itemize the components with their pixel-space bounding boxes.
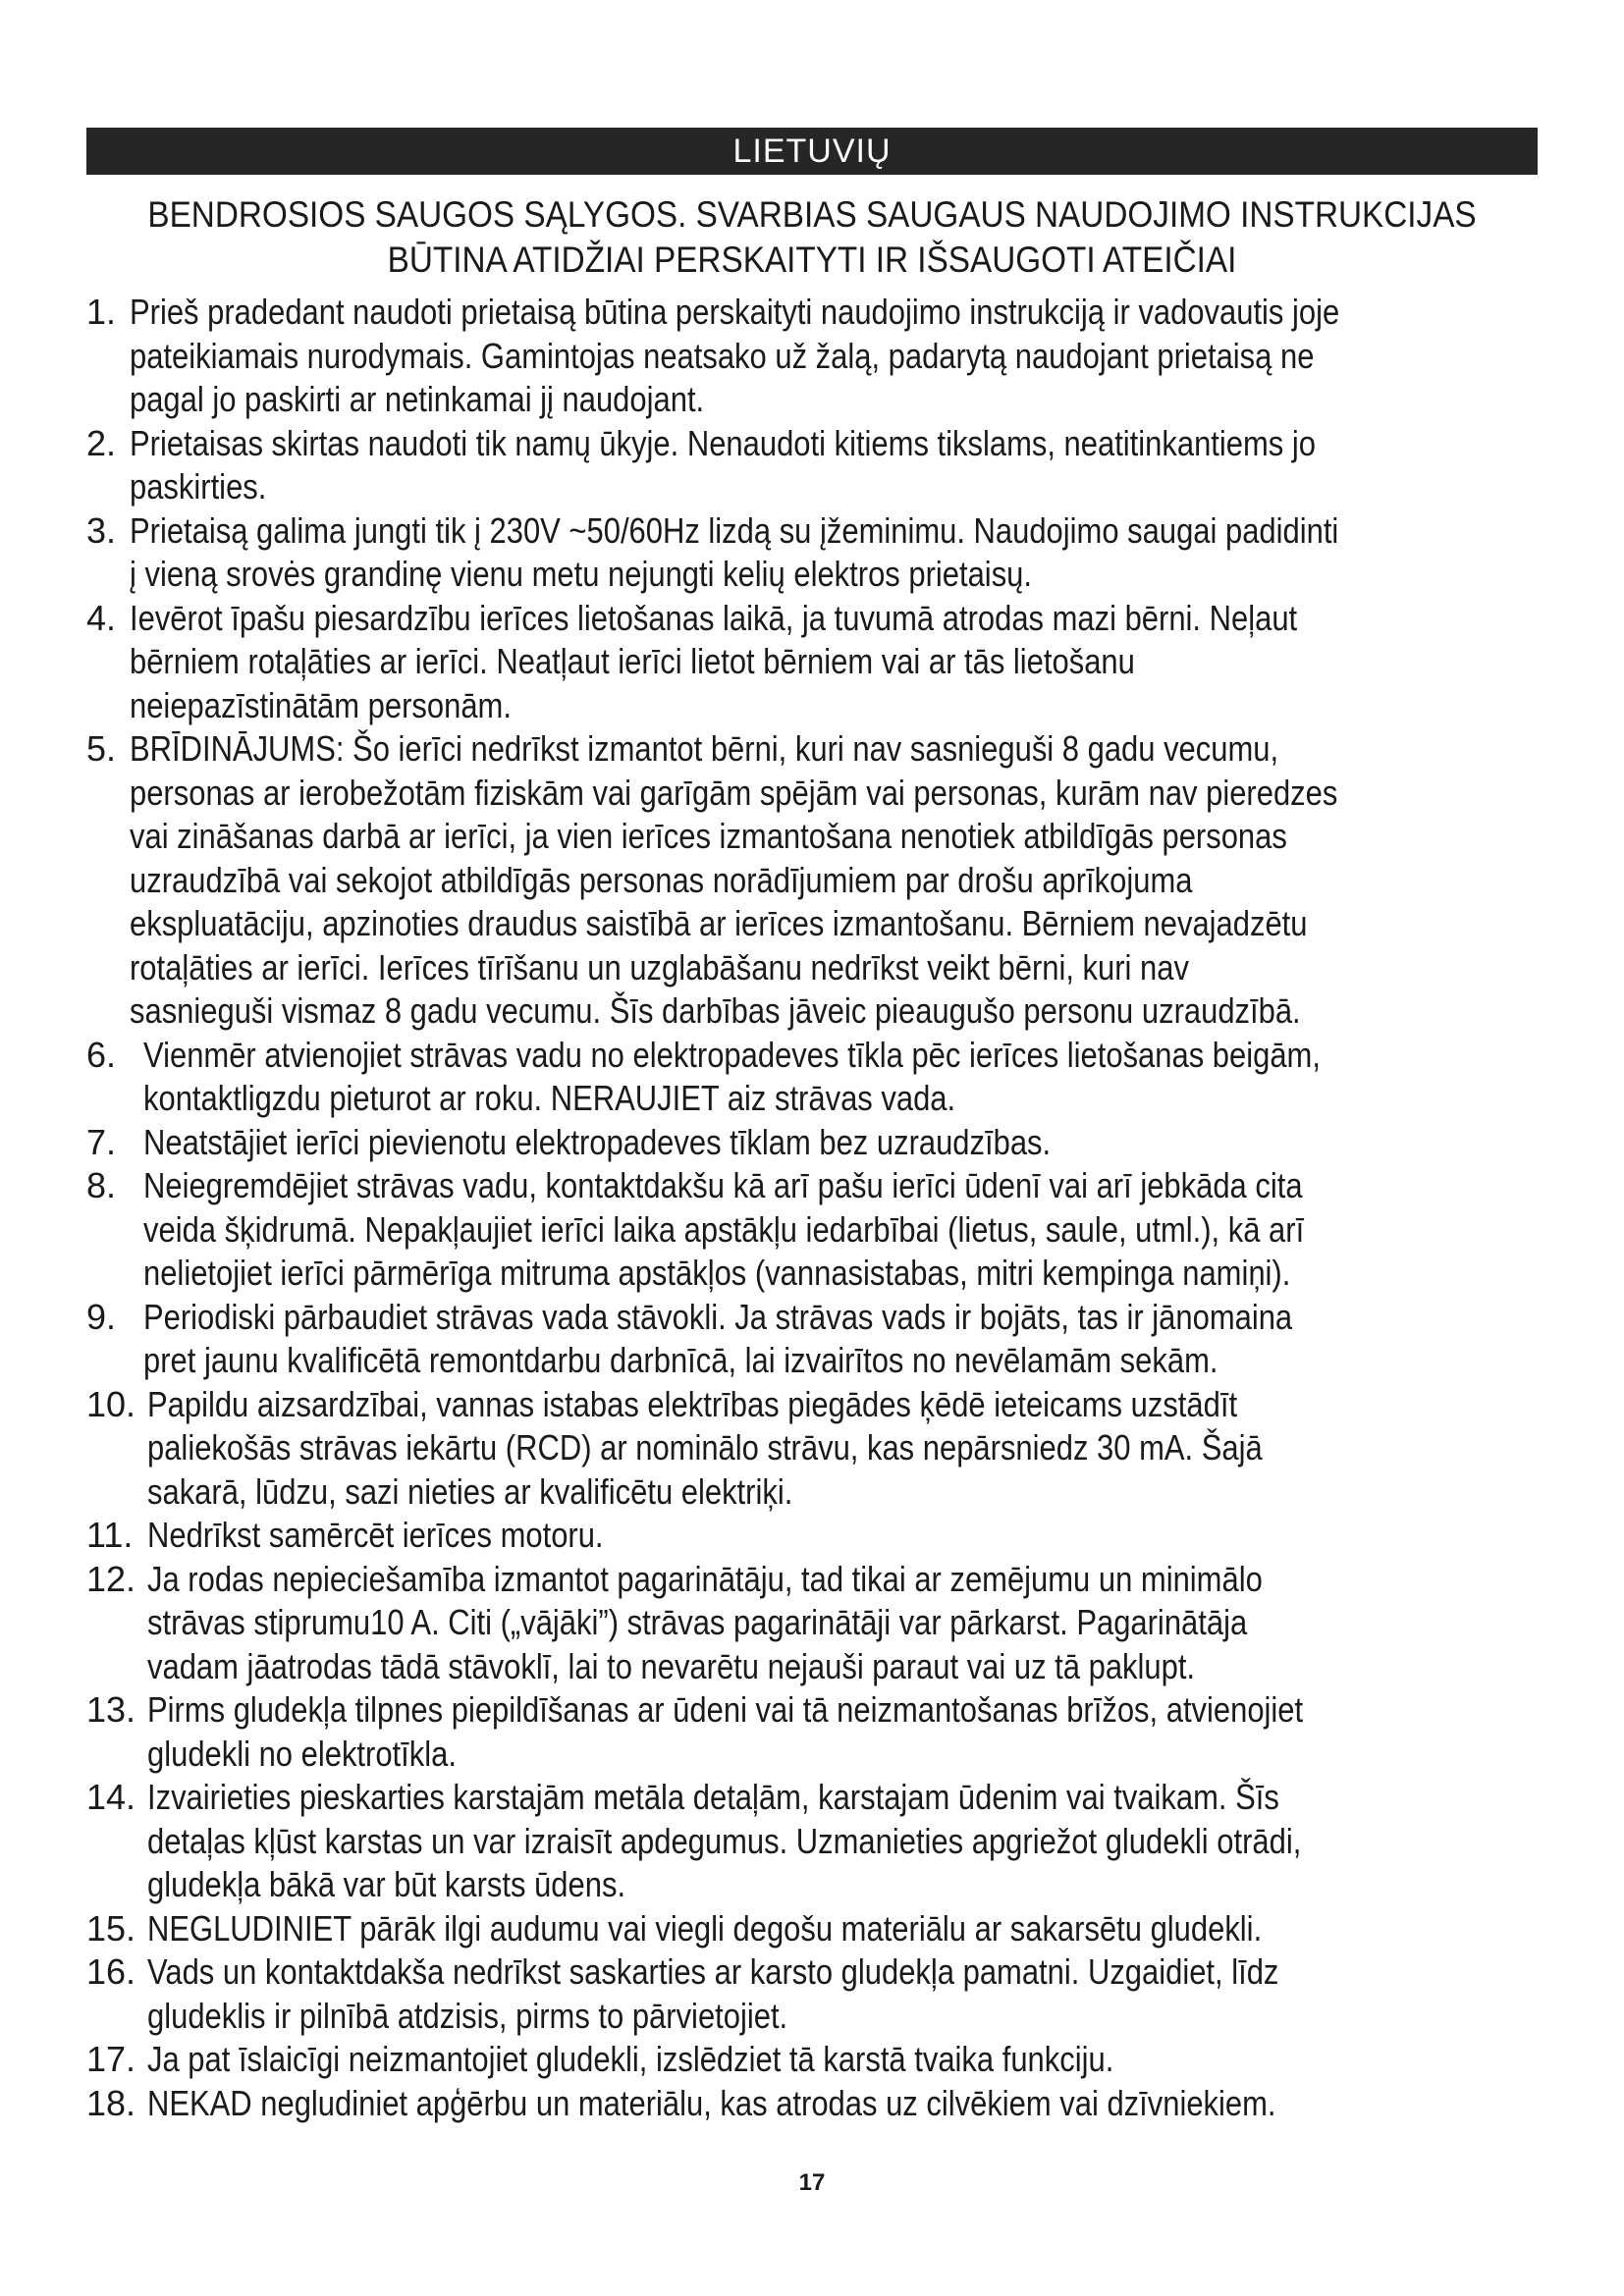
item-number: 8. — [86, 1165, 117, 1205]
heading-line-2: BŪTINA ATIDŽIAI PERSKAITYTI IR IŠSAUGOTI ATEIČIAI — [387, 240, 1237, 280]
item-text: Papildu aizsardzībai, vannas istabas elektrības piegādes ķēdē ieteicams uzstādīt paliekošās strāvas iekārtu (RCD) ar nominālo strāvu, kas nepārsniedz 30 mA. Šajā sakarā, lūdzu, sazi nieties ar kvalificētu elektriķi. — [147, 1383, 1263, 1512]
item-text: Periodiski pārbaudiet strāvas vada stāvokli. Ja strāvas vads ir bojāts, tas ir jānomaina pret jaunu kvalificētā remontdarbu darbnīcā, lai izvairītos no nevēlamām sekām. — [143, 1296, 1293, 1380]
item-text: Nedrīkst samērcēt ierīces motoru. — [147, 1515, 604, 1555]
list-item — [86, 2082, 1538, 2126]
page-number: 17 — [798, 2169, 826, 2196]
list-item — [86, 1688, 1538, 1776]
item-number: 11. — [86, 1515, 134, 1555]
list-item — [86, 1950, 1538, 2038]
list-item — [86, 509, 1538, 597]
item-text: Neatstājiet ierīci pievienotu elektropadeves tīklam bez uzraudzības. — [143, 1121, 1052, 1162]
item-number: 3. — [86, 509, 117, 551]
item-text: Prietaisą galima jungti tik į 230V ~50/60Hz lizdą su įžeminimu. Naudojimo saugai padidinti į vieną srovės grandinę vienu metu nejungti kelių elektros prietaisų. — [130, 509, 1339, 594]
item-text: Ja rodas nepieciešamība izmantot pagarinātāju, tad tikai ar zemējumu un minimālo strāvas stiprumu10 A. Citi („vājāki”) strāvas pagarinātāji var pārkarst. Pagarinātāja vadam jāatrodas tādā stāvoklī, lai to nevarētu nejauši paraut vai uz tā paklupt. — [147, 1558, 1263, 1686]
list-item — [86, 1034, 1538, 1121]
item-number: 1. — [86, 292, 117, 332]
list-item — [86, 1296, 1538, 1383]
list-item — [86, 1776, 1538, 1907]
list-item — [86, 1558, 1538, 1689]
list-item — [86, 1907, 1538, 1951]
item-number: 13. — [86, 1689, 136, 1730]
item-number: 4. — [86, 597, 117, 638]
item-number: 15. — [86, 1907, 136, 1949]
heading-line-1: BENDROSIOS SAUGOS SĄLYGOS. SVARBIAS SAUGAUS NAUDOJIMO INSTRUKCIJAS — [147, 194, 1477, 235]
item-text: Neiegremdējiet strāvas vadu, kontaktdakšu kā arī pašu ierīci ūdenī vai arī jebkāda cita veida šķidrumā. Nepakļaujiet ierīci laika apstākļu iedarbībai (lietus, saule, utml.), kā arī nelietojiet ierīci pārmērīga mitruma apstākļos (vannasistabas, mitri kempinga namiņi). — [143, 1165, 1305, 1293]
item-number: 10. — [86, 1383, 136, 1424]
item-number: 17. — [86, 2039, 136, 2079]
item-text: Prietaisas skirtas naudoti tik namų ūkyje. Nenaudoti kitiems tikslams, neatitinkantiems jo paskirties. — [130, 422, 1316, 507]
language-bar: LIETUVIŲ — [86, 128, 1538, 175]
item-text: Ja pat īslaicīgi neizmantojiet gludekli, izslēdziet tā karstā tvaika funkciju. — [147, 2039, 1114, 2079]
item-number: 12. — [86, 1558, 136, 1599]
list-item — [86, 597, 1538, 728]
list-item — [86, 1121, 1538, 1165]
list-item — [86, 1514, 1538, 1558]
item-text: BRĪDINĀJUMS: Šo ierīci nedrīkst izmantot bērni, kuri nav sasnieguši 8 gadu vecumu, personas ar ierobežotām fiziskām vai garīgām spējām vai personas, kurām nav pieredzes vai zināšanas darbā ar ierīci, ja vien ierīces izmantošana nenotiek atbildīgās personas uzraudzībā vai sekojot atbildīgās personas norādījumiem par drošu aprīkojuma ekspluatāciju, apzinoties draudus saistībā ar ierīces izmantošanu. Bērniem nevajadzētu rotaļāties ar ierīci. Ierīces tīrīšanu un uzglabāšanu nedrīkst veikt bērni, kuri nav sasnieguši vismaz 8 gadu vecumu. Šīs darbības jāveic pieaugušo personu uzraudzībā. — [130, 728, 1338, 1031]
list-item — [86, 422, 1538, 509]
list-item — [86, 291, 1538, 422]
item-number: 5. — [86, 728, 117, 769]
item-text: Vads un kontaktdakša nedrīkst saskarties ar karsto gludekļa pamatni. Uzgaidiet, līdz gludeklis ir pilnībā atdzisis, pirms to pārvietojiet. — [147, 1951, 1279, 2036]
item-text: Vienmēr atvienojiet strāvas vadu no elektropadeves tīkla pēc ierīces lietošanas beigām, kontaktligzdu pieturot ar roku. NERAUJIET aiz strāvas vada. — [143, 1034, 1321, 1118]
item-text: NEGLUDINIET pārāk ilgi audumu vai viegli degošu materiālu ar sakarsētu gludekli. — [147, 1907, 1263, 1949]
item-number: 18. — [86, 2082, 136, 2123]
list-item — [86, 727, 1538, 1034]
safety-instructions-list — [86, 291, 1538, 2125]
item-number: 9. — [86, 1296, 117, 1337]
item-number: 2. — [86, 422, 117, 463]
item-text: NEKAD negludiniet apģērbu un materiālu, kas atrodas uz cilvēkiem vai dzīvniekiem. — [147, 2082, 1276, 2123]
item-number: 6. — [86, 1034, 117, 1075]
item-number: 14. — [86, 1777, 136, 1817]
list-item — [86, 1383, 1538, 1515]
item-number: 16. — [86, 1951, 136, 1992]
list-item — [86, 2038, 1538, 2082]
list-item — [86, 1164, 1538, 1296]
item-text: Prieš pradedant naudoti prietaisą būtina perskaityti naudojimo instrukciją ir vadovautis joje pateikiamais nurodymais. Gamintojas neatsako už žalą, padarytą naudojant prietaisą ne pagal jo paskirti ar netinkamai jį naudojant. — [130, 292, 1340, 419]
item-number: 7. — [86, 1121, 117, 1162]
page-heading — [135, 192, 1490, 283]
item-text: Pirms gludekļa tilpnes piepildīšanas ar ūdeni vai tā neizmantošanas brīžos, atvienojiet gludekli no elektrotīkla. — [147, 1689, 1304, 1774]
item-text: Ievērot īpašu piesardzību ierīces lietošanas laikā, ja tuvumā atrodas mazi bērni. Neļaut bērniem rotaļāties ar ierīci. Neatļaut ierīci lietot bērniem vai ar tās lietošanu neiepazīstinātām personām. — [130, 597, 1298, 725]
item-text: Izvairieties pieskarties karstajām metāla detaļām, karstajam ūdenim vai tvaikam. Šīs detaļas kļūst karstas un var izraisīt apdegumus. Uzmanieties apgriežot gludekli otrādi, gludekļa bākā var būt karsts ūdens. — [147, 1777, 1302, 1904]
